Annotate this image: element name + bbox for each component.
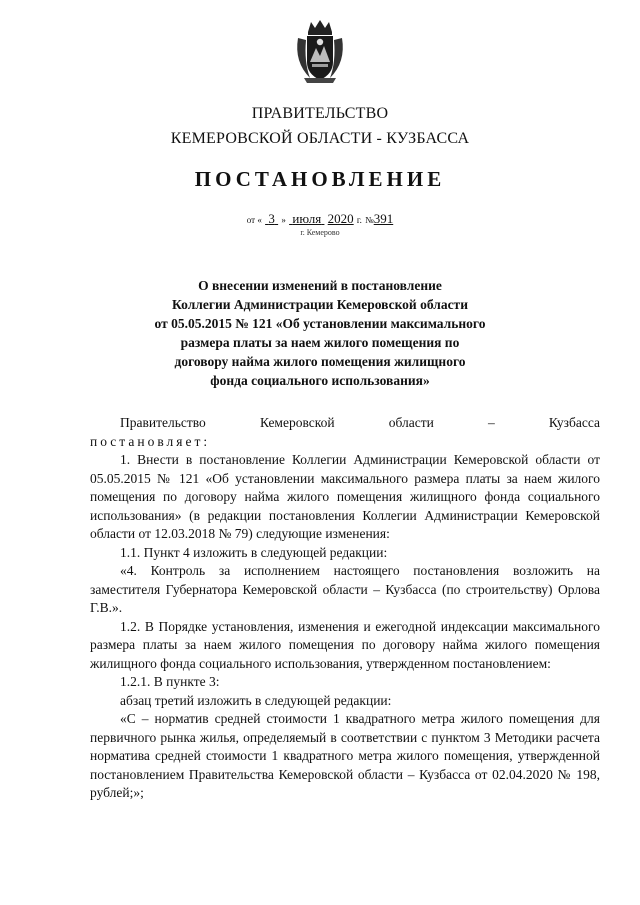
coat-of-arms-icon (294, 18, 346, 84)
title-line: от 05.05.2015 № 121 «Об установлении максимального (154, 316, 486, 331)
date-line (0, 211, 640, 227)
paragraph-quote-c: «С – норматив средней стоимости 1 квадратного метра жилого помещения для первичного рынка жилья, определяемый в соответствии с пунктом 3 Методики расчета норматива средней стоимости 1 квадратного метра жилого помещения, утвержденной постановлением Правительства Кемеровской области – Кузбасса от 02.04.2020 № 198, рублей;»; (90, 711, 600, 800)
title-line: фонда социального использования» (210, 373, 430, 388)
date-prefix: от « (246, 215, 262, 225)
paragraph-1-2-1: 1.2.1. В пункте 3: (120, 674, 220, 689)
document-type: ПОСТАНОВЛЕНИЕ (194, 167, 446, 191)
paragraph-abzac: абзац третий изложить в следующей редакции: (120, 692, 392, 708)
document-number: 391 (373, 211, 394, 226)
title-line: Коллегии Администрации Кемеровской области (172, 297, 468, 312)
document-body (90, 414, 600, 803)
number-sign: № (365, 215, 374, 225)
government-name-line2: КЕМЕРОВСКОЙ ОБЛАСТИ - КУЗБАССА (170, 130, 470, 147)
paragraph-1: 1. Внести в постановление Коллегии Администрации Кемеровской области от 05.05.2015 № 121 «Об установлении максимального размера платы за наем жилого помещения по договору найма жилого помещения жилищного фонда социального использования» (в редакции постановления Коллегии Администрации Кемеровской области от 12.03.2018 № 79) следующие изменения: (90, 452, 600, 541)
paragraph-quote-4: «4. Контроль за исполнением настоящего постановления возложить на заместителя Губернатора Кемеровской области – Кузбасса (по строительству) Орлова Г.В.». (90, 563, 600, 615)
city: г. Кемерово (300, 228, 340, 237)
date-close-quote: » (281, 215, 286, 225)
title-line: О внесении изменений в постановление (198, 278, 442, 293)
paragraph-1-2: 1.2. В Порядке установления, изменения и ежегодной индексации максимального размера платы за наем жилого помещения по договору найма жилого помещения жилищного фонда социального использования, утвержденном постановлением: (90, 618, 600, 671)
title-line: договору найма жилого помещения жилищного (174, 354, 466, 369)
document-title (120, 276, 520, 390)
intro-paragraph: Правительство Кемеровской области – Кузбасса (120, 415, 600, 430)
date-month: июля (292, 211, 322, 226)
title-line: размера платы за наем жилого помещения по (180, 335, 460, 350)
government-name-line1: ПРАВИТЕЛЬСТВО (251, 105, 389, 122)
paragraph-1-1: 1.1. Пункт 4 изложить в следующей редакции: (120, 544, 388, 560)
resolves-word: постановляет: (90, 433, 211, 449)
date-year-suffix: г. (356, 215, 362, 225)
date-year: 2020 (327, 211, 354, 226)
date-day: 3 (268, 211, 275, 226)
